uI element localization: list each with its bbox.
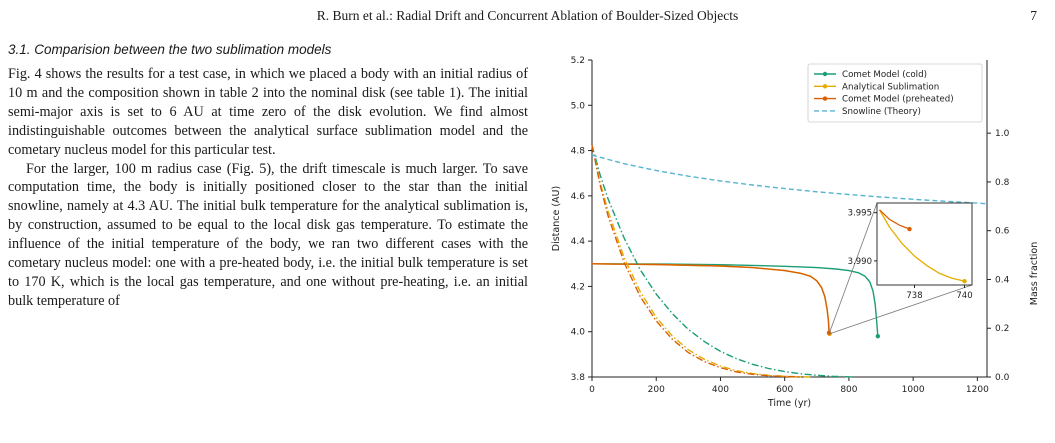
series-line-cold-solid [592,264,878,336]
y-tick-label: 4.0 [570,327,585,338]
x-tick-label: 1200 [965,385,989,395]
x-tick-label: 600 [776,385,794,395]
series-line-analytical-dashdot [592,145,810,377]
legend-marker-cold [823,72,827,76]
series-line-analytical-solid [592,264,830,334]
body-text [8,65,528,311]
y-tick-label: 4.4 [570,237,585,248]
y-tick-label: 4.6 [570,191,585,202]
distance-mass-chart [545,50,1050,443]
legend-marker-preheated [823,96,827,100]
section-title: 3.1. Comparision between the two sublimation models [8,42,332,57]
x-tick-label: 200 [647,385,665,395]
x-tick-label: 400 [711,385,730,395]
legend-label-analytical: Analytical Sublimation [842,82,940,93]
inset-y-tick-label: 3.995 [847,208,872,219]
inset-connector [829,285,972,334]
y-tick-label: 4.2 [570,282,585,293]
y2-tick-label: 0.0 [995,373,1010,383]
paragraph-2: For the larger, 100 m radius case (Fig. 5), the drift timescale is much larger. To save computation time, the body is initially positioned closer to the star than the initial snowline, namely at 4.3 AU. The initial bulk temperature for the analytical sublimation is, by construction, assumed to be equal to the local disk gas temperature. To estimate the influence of the initial temperature of the body, we ran two different cases with the cometary nucleus model: one with a pre-heated body, i.e. the initial bulk temperature is set to 170 K, which is the local gas temperature, and one without pre-heating, i.e. an initial bulk temperature of [8,160,528,309]
y2-axis-label: Mass fraction [1029,241,1040,306]
x-tick-label: 0 [589,385,595,395]
inset-x-tick-label: 740 [956,291,973,301]
y2-tick-label: 0.6 [995,226,1010,237]
y2-tick-label: 0.8 [995,177,1010,188]
y2-tick-label: 0.2 [995,324,1010,335]
inset-x-tick-label: 738 [906,291,923,301]
series-line-preheated-dashdot [592,145,801,377]
inset-frame [877,203,972,285]
y-tick-label: 4.8 [570,146,585,157]
series-line-preheated-solid [592,264,829,333]
legend-marker-analytical [823,84,827,88]
y2-tick-label: 1.0 [995,129,1010,140]
legend-label-cold: Comet Model (cold) [842,70,928,80]
legend-label-preheated: Comet Model (preheated) [842,94,954,105]
x-tick-label: 800 [840,385,858,395]
inset-end-marker-analytical [962,279,966,283]
y-tick-label: 5.2 [570,56,585,66]
y2-tick-label: 0.4 [995,275,1010,286]
x-tick-label: 1000 [901,385,925,395]
y-tick-label: 3.8 [570,373,585,383]
running-title: R. Burn et al.: Radial Drift and Concurrent Ablation of Boulder-Sized Objects [316,8,739,23]
legend-label-snowline: Snowline (Theory) [842,106,921,117]
paragraph-1: Fig. 4 shows the results for a test case, in which we placed a body with an initial radius of 10 m and the composition shown in table 2 into the nominal disk (see table 1). The initial semi-major axis is set to 6 AU at time zero of the disk evolution. We find almost indistinguishable outcomes between the analytical surface sublimation model and the cometary nucleus model for this particular test. [8,66,528,158]
figure [545,50,1050,443]
inset-y-tick-label: 3.990 [847,256,872,267]
inset-end-marker-preheated [907,227,911,231]
x-axis-label: Time (yr) [767,398,812,409]
page-number: 7 [1030,8,1037,23]
series-line-snowline-dashed [592,155,987,204]
y-axis-label: Distance (AU) [551,185,562,252]
series-end-marker-cold [876,334,880,338]
y-tick-label: 5.0 [570,101,585,112]
series-line-cold-dashdot [592,145,855,377]
